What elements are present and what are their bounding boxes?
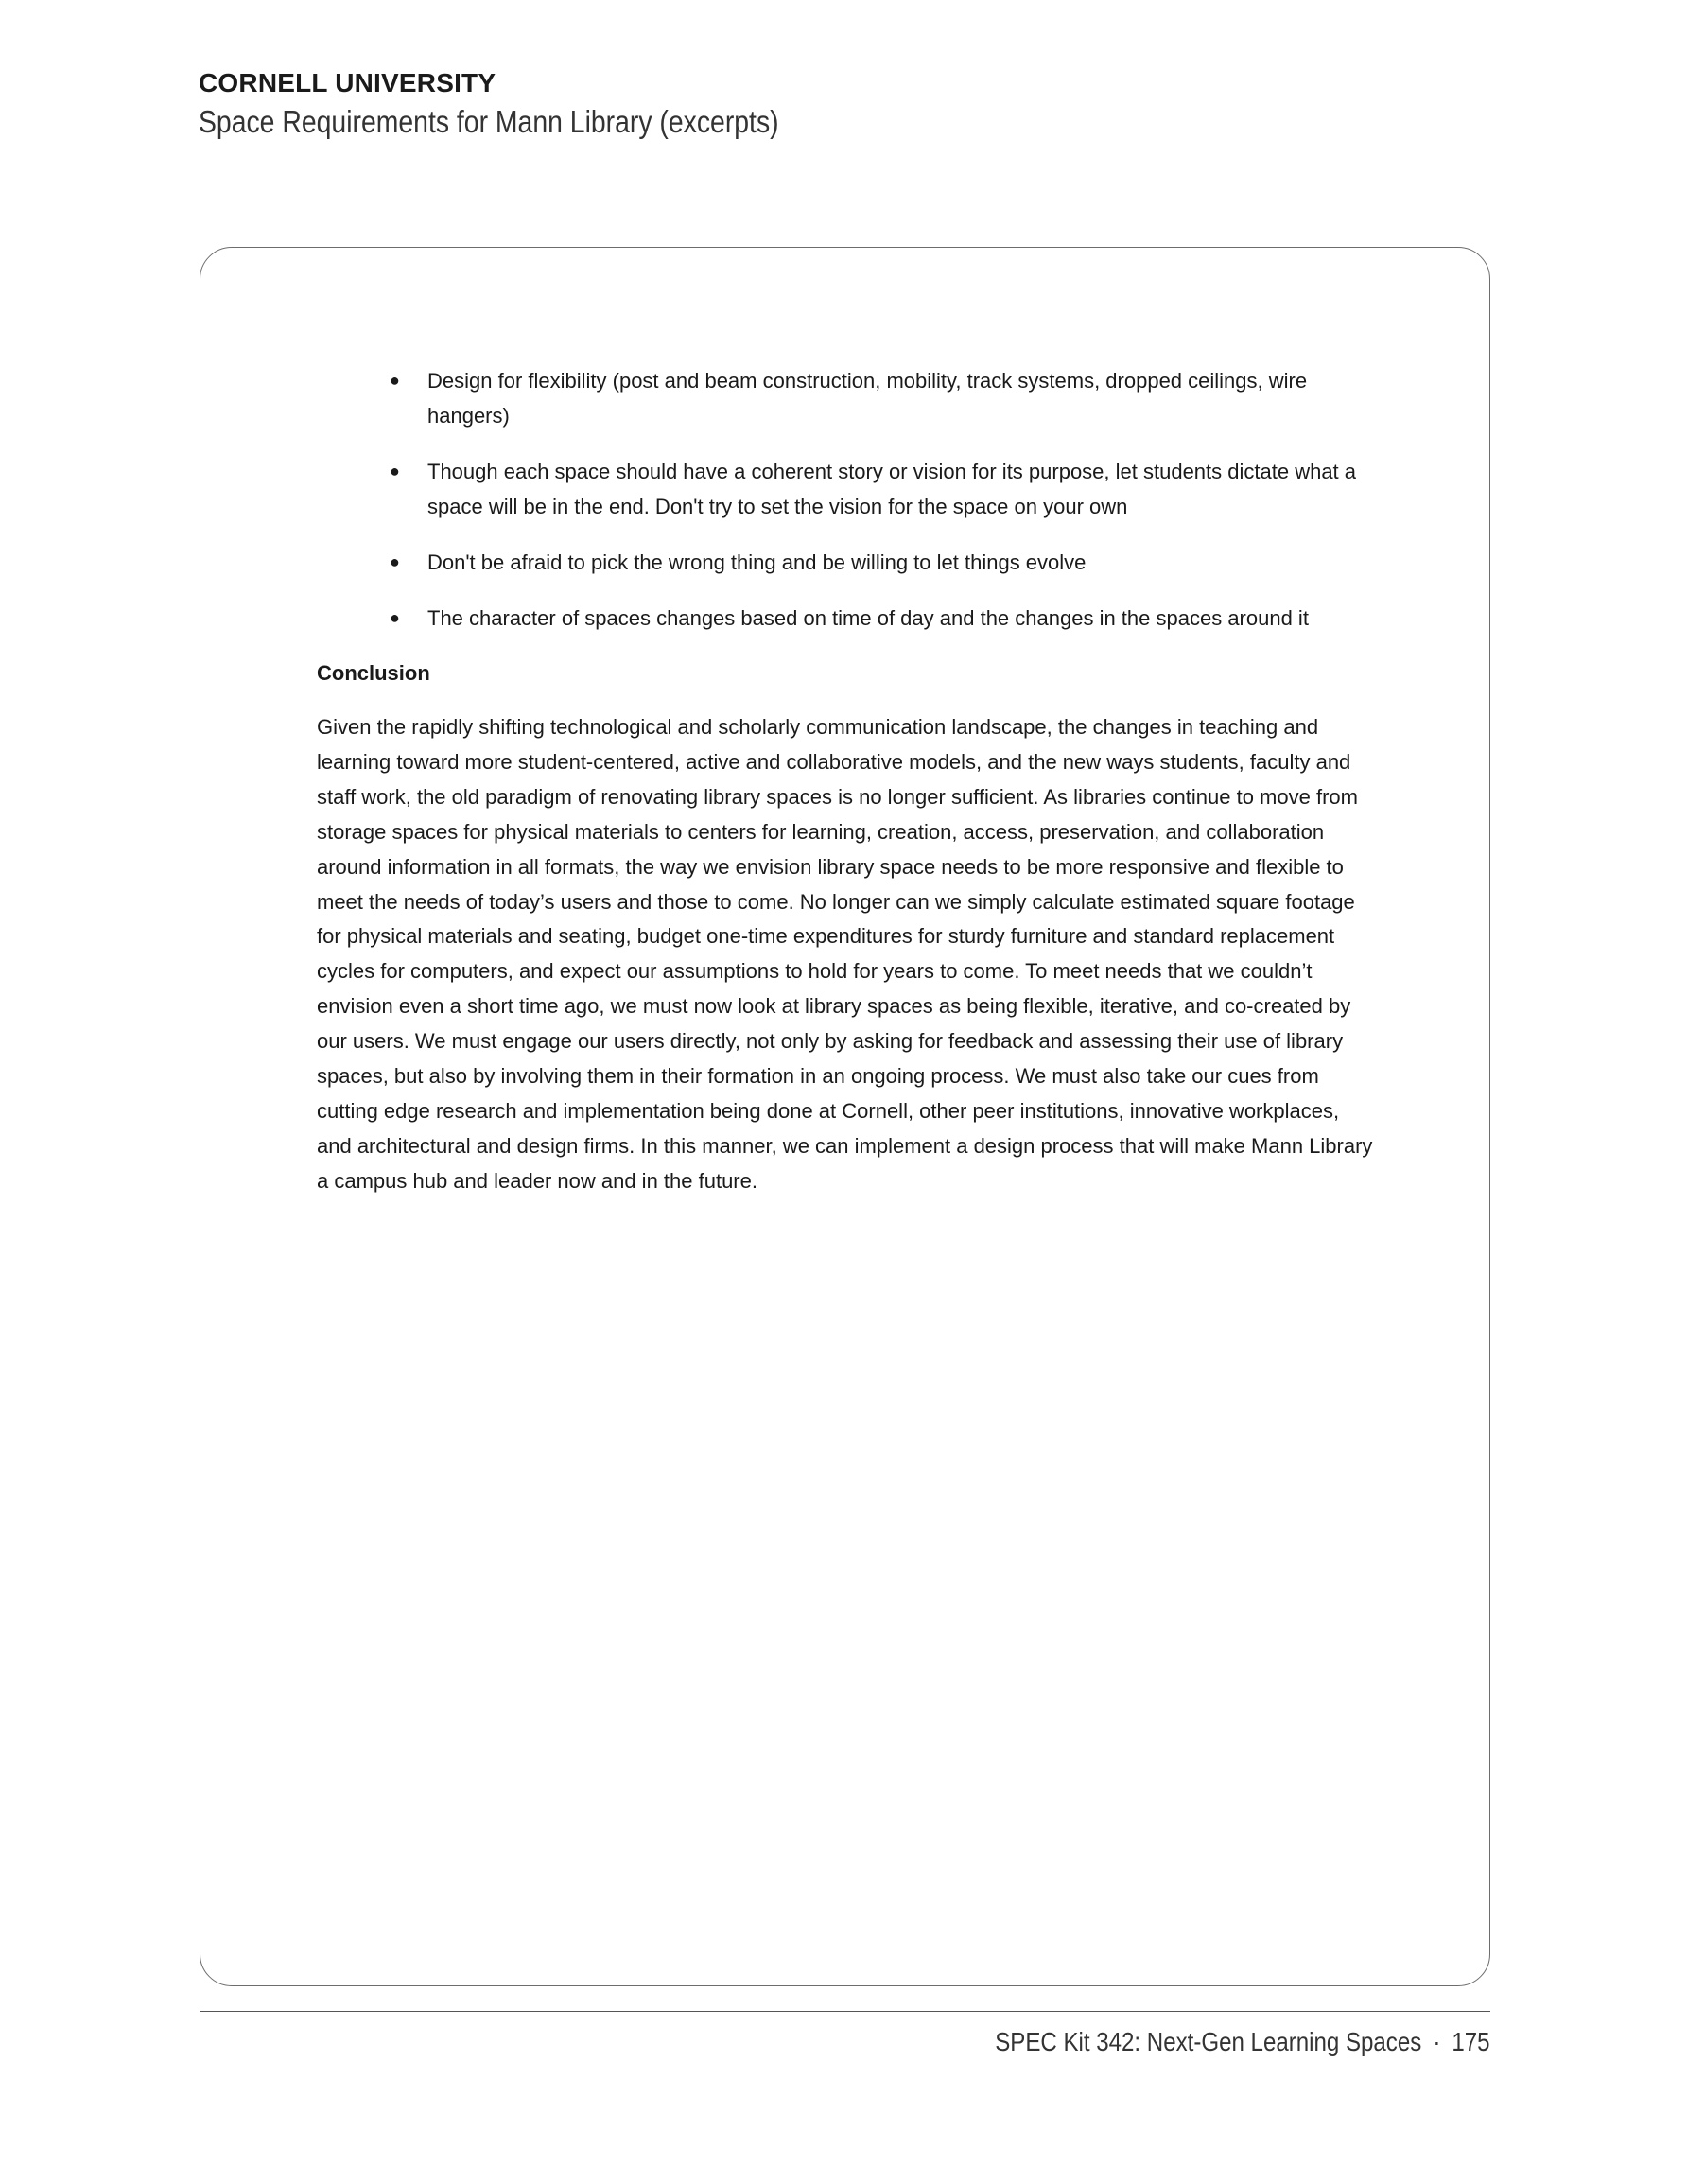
bullet-list	[390, 363, 1392, 656]
list-item-text: Don't be afraid to pick the wrong thing and be willing to let things evolve	[427, 550, 1087, 574]
list-item-text: Though each space should have a coherent story or vision for its purpose, let students dictate what a space will be in the end. Don't try to set the vision for the space on your own	[427, 460, 1357, 518]
bullet-icon: ●	[390, 552, 400, 571]
list-item-text: The character of spaces changes based on time of day and the changes in the spaces around it	[427, 606, 1309, 630]
conclusion-paragraph: Given the rapidly shifting technological and scholarly communication landscape, the changes in teaching and learning toward more student-centered, active and collaborative models, and the new ways students, faculty and staff work, the old paradigm of renovating library spaces is no longer sufficient. As libraries continue to move from storage spaces for physical materials to centers for learning, creation, access, preservation, and collaboration around information in all formats, the way we envision library space needs to be more responsive and flexible to meet the needs of today’s users and those to come. No longer can we simply calculate estimated square footage for physical materials and seating, budget one-time expenditures for sturdy furniture and standard replacement cycles for computers, and expect our assumptions to hold for years to come. To meet needs that we couldn’t envision even a short time ago, we must now look at library spaces as being flexible, iterative, and co-created by our users. We must engage our users directly, not only by asking for feedback and assessing their use of library spaces, but also by involving them in their formation in an ongoing process. We must also take our cues from cutting edge research and implementation being done at Cornell, other peer institutions, innovative workplaces, and architectural and design firms. In this manner, we can implement a design process that will make Mann Library a campus hub and leader now and in the future.	[317, 715, 1373, 1193]
page-footer	[996, 2027, 1490, 2057]
bullet-icon: ●	[390, 371, 400, 390]
list-item	[390, 454, 1392, 524]
page-number: 175	[1452, 2027, 1490, 2056]
bullet-icon: ●	[390, 462, 400, 480]
conclusion-heading: Conclusion	[317, 661, 430, 685]
list-item-text: Design for flexibility (post and beam construction, mobility, track systems, dropped ceilings, wire hangers)	[427, 369, 1308, 428]
list-item	[390, 601, 1392, 636]
footer-separator: ·	[1433, 2027, 1441, 2056]
page-title: Space Requirements for Mann Library (excerpts)	[199, 104, 779, 139]
list-item	[390, 363, 1392, 433]
organization-heading: CORNELL UNIVERSITY	[199, 68, 496, 97]
list-item	[390, 545, 1392, 580]
publication-title: SPEC Kit 342: Next-Gen Learning Spaces	[995, 2027, 1422, 2056]
bullet-icon: ●	[390, 608, 400, 627]
footer-divider	[200, 2011, 1490, 2012]
